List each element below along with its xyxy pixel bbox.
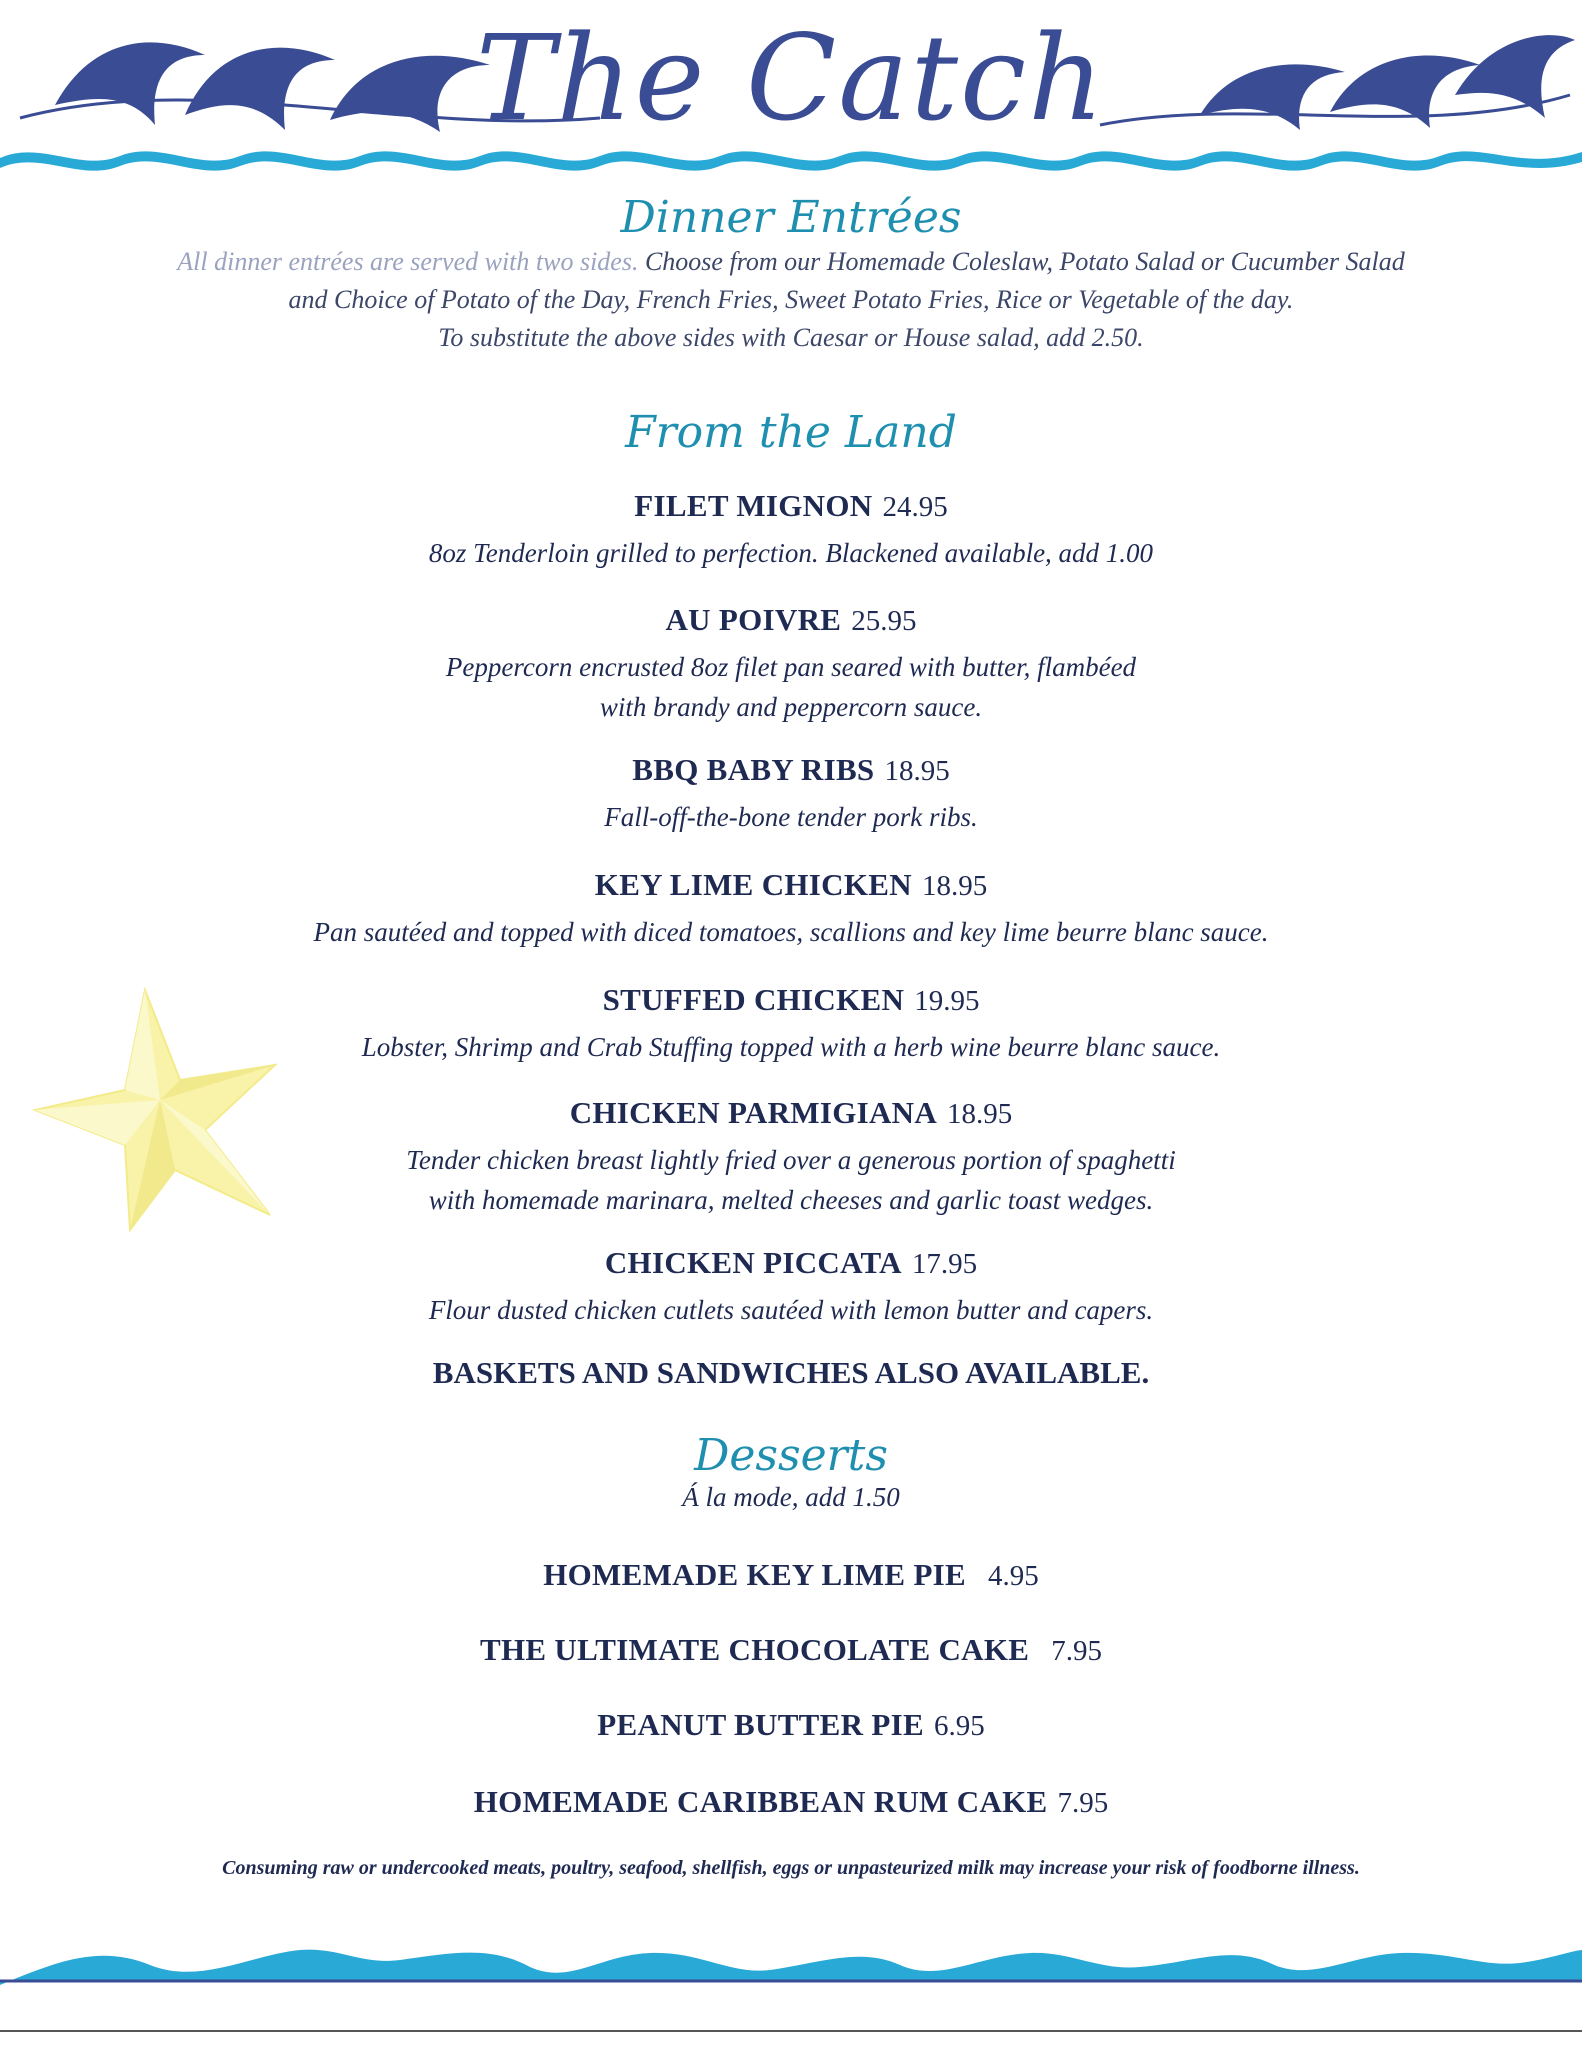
menu-item (0, 486, 1582, 572)
item-desc: Peppercorn encrusted 8oz filet pan seared with butter, flambéed (445, 652, 1137, 682)
item-price: 4.95 (988, 1560, 1039, 1592)
item-name: HOMEMADE KEY LIME PIE (543, 1557, 967, 1592)
footer-divider (0, 2030, 1582, 2032)
item-price: 18.95 (921, 870, 988, 902)
dinner-intro (80, 243, 1502, 357)
item-desc: with homemade marinara, melted cheeses and garlic toast wedges. (428, 1185, 1154, 1215)
desserts-subtitle: Á la mode, add 1.50 (682, 1482, 900, 1512)
item-name: STUFFED CHICKEN (602, 982, 905, 1017)
dessert-item (0, 1782, 1582, 1828)
dinner-title: Dinner Entrées (620, 192, 962, 243)
item-price: 19.95 (914, 985, 980, 1017)
food-safety-disclaimer: Consuming raw or undercooked meats, poultry, seafood, shellfish, eggs or unpasteurized milk may increase your risk of foodborne illness. (222, 1857, 1360, 1879)
item-price: 17.95 (911, 1248, 978, 1280)
item-price: 18.95 (884, 755, 950, 787)
desserts-title: Desserts (694, 1430, 888, 1481)
item-desc: Flour dusted chicken cutlets sautéed with lemon butter and capers. (428, 1295, 1154, 1325)
dessert-item (0, 1555, 1582, 1601)
menu-item (0, 750, 1582, 836)
baskets-note: BASKETS AND SANDWICHES ALSO AVAILABLE. (432, 1355, 1150, 1390)
item-desc: Tender chicken breast lightly fried over a generous portion of spaghetti (406, 1145, 1176, 1175)
item-name: PEANUT BUTTER PIE (597, 1707, 924, 1742)
header (0, 0, 1582, 175)
item-name: KEY LIME CHICKEN (594, 867, 912, 902)
menu-item (0, 865, 1582, 951)
item-name: CHICKEN PARMIGIANA (569, 1095, 938, 1130)
menu-item (0, 600, 1582, 726)
intro-line3: To substitute the above sides with Caesar or House salad, add 2.50. (438, 323, 1144, 352)
item-name: AU POIVRE (665, 602, 842, 637)
land-title: From the Land (625, 407, 957, 458)
wave-footer-icon (0, 1905, 1582, 2005)
star-icon (30, 985, 280, 1235)
item-desc: Fall-off-the-bone tender pork ribs. (604, 802, 978, 832)
item-price: 6.95 (933, 1710, 985, 1742)
item-name: BBQ BABY RIBS (632, 752, 875, 787)
item-price: 7.95 (1057, 1787, 1109, 1819)
item-price: 24.95 (882, 491, 948, 523)
item-desc: 8oz Tenderloin grilled to perfection. Blackened available, add 1.00 (428, 538, 1154, 568)
dessert-item (0, 1705, 1582, 1751)
item-name: HOMEMADE CARIBBEAN RUM CAKE (473, 1784, 1048, 1819)
item-desc: Lobster, Shrimp and Crab Stuffing topped with a herb wine beurre blanc sauce. (361, 1032, 1221, 1062)
item-desc: with brandy and peppercorn sauce. (599, 692, 983, 722)
brand-title: The Catch (475, 9, 1107, 147)
intro-line2: and Choice of Potato of the Day, French Fries, Sweet Potato Fries, Rice or Vegetable of the day. (288, 285, 1294, 314)
item-name: FILET MIGNON (634, 488, 873, 523)
dessert-item (0, 1630, 1582, 1676)
intro-line1-faded: All dinner entrées are served with two sides. (177, 247, 639, 276)
menu-item (0, 1243, 1582, 1329)
item-price: 7.95 (1051, 1635, 1103, 1667)
intro-line1-rest: Choose from our Homemade Coleslaw, Potato Salad or Cucumber Salad (638, 247, 1405, 276)
item-price: 18.95 (947, 1098, 1013, 1130)
item-name: CHICKEN PICCATA (604, 1245, 902, 1280)
item-desc: Pan sautéed and topped with diced tomatoes, scallions and key lime beurre blanc sauce. (313, 917, 1269, 947)
item-price: 25.95 (851, 605, 917, 637)
item-name: THE ULTIMATE CHOCOLATE CAKE (479, 1632, 1030, 1667)
